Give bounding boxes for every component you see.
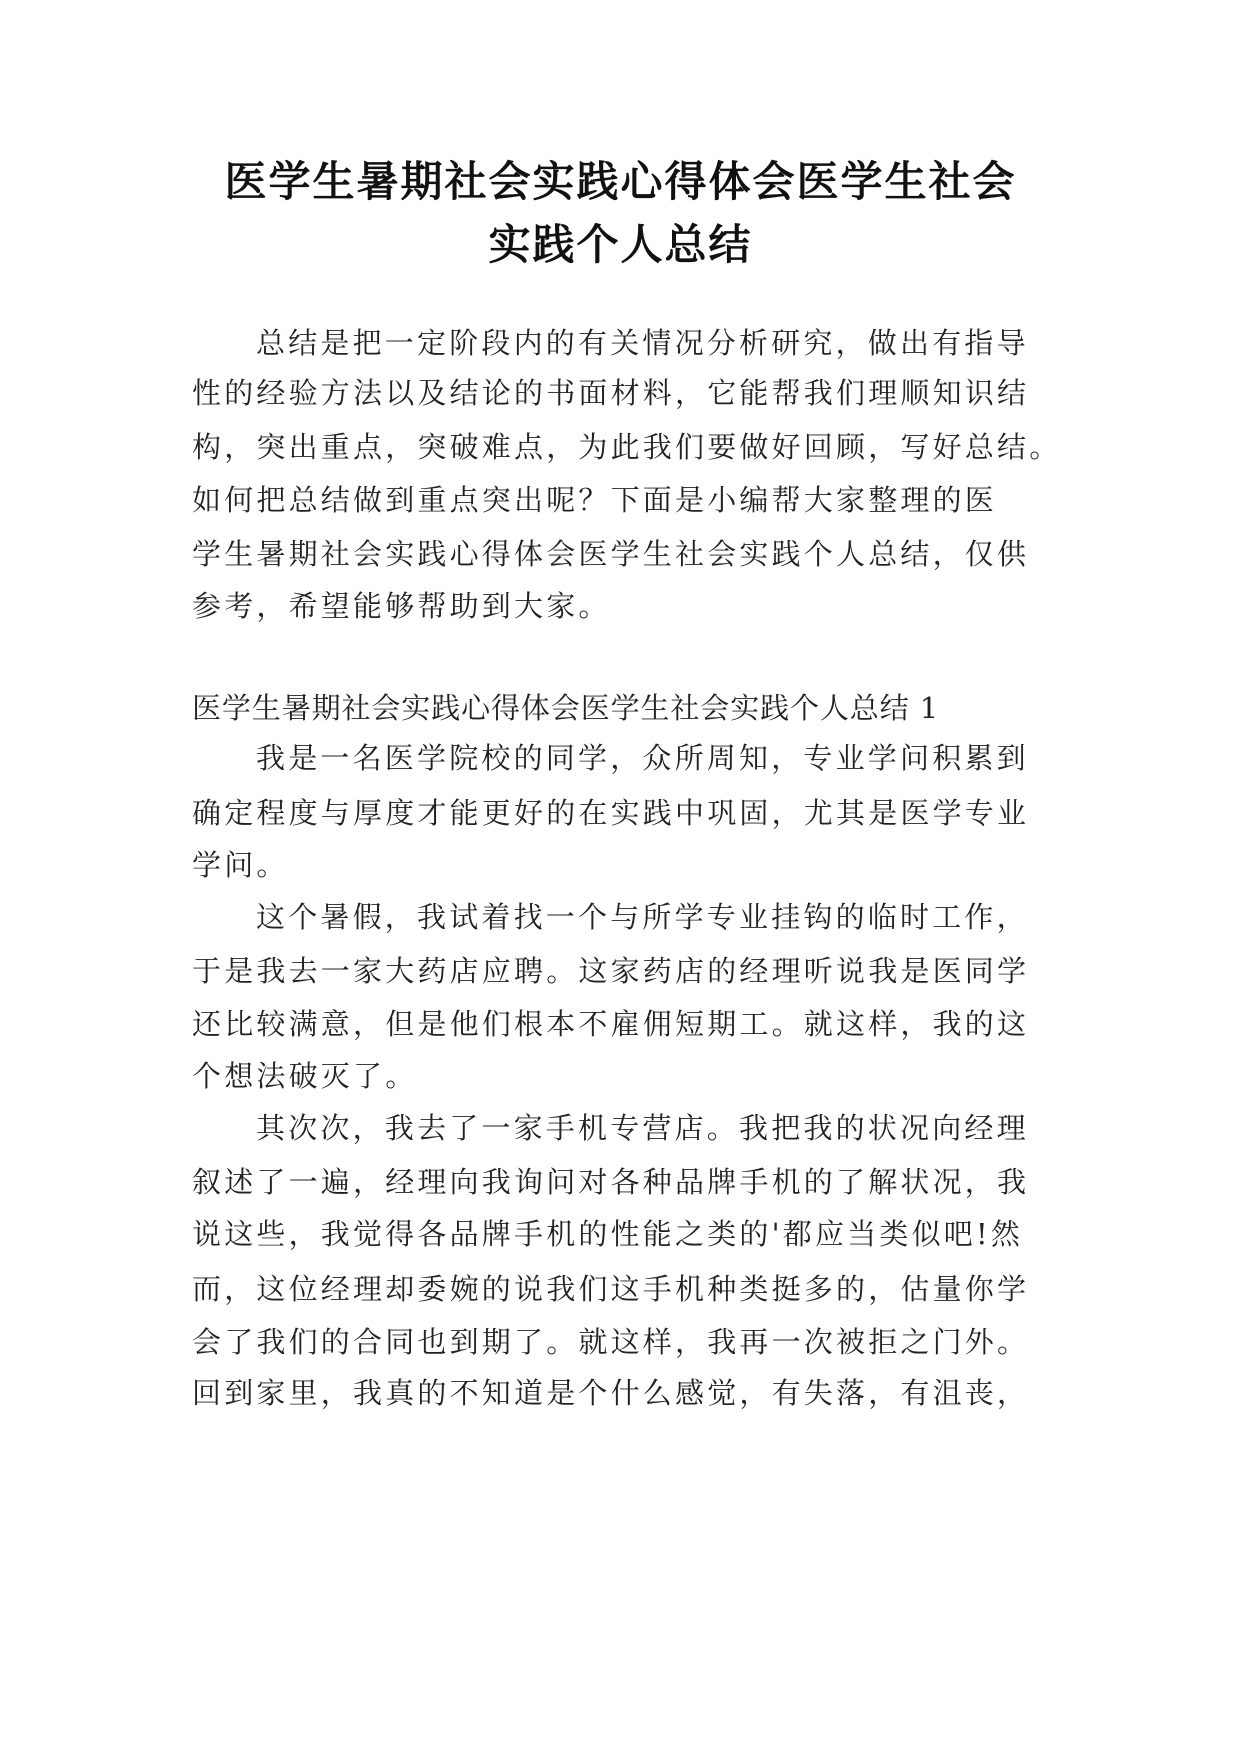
body-text-line: 还比较满意，但是他们根本不雇佣短期工。就这样，我的这 [192,1007,1030,1041]
document-title-line-2: 实践个人总结 [488,220,753,269]
intro-text-line: 如何把总结做到重点突出呢？下面是小编帮大家整理的医 [192,483,998,517]
document-title-line-1: 医学生暑期社会实践心得体会医学生社会 [224,157,1017,206]
body-text-line: 而，这位经理却委婉的说我们这手机种类挺多的，估量你学 [192,1272,1030,1306]
body-text-line: 回到家里，我真的不知道是个什么感觉，有失落，有沮丧， [192,1376,1030,1410]
body-text-line: 学问。 [192,848,289,882]
intro-text-line: 参考，希望能够帮助到大家。 [192,589,611,623]
body-text-line: 叙述了一遍，经理向我询问对各种品牌手机的了解状况，我 [192,1165,1030,1199]
body-text-line: 于是我去一家大药店应聘。这家药店的经理听说我是医同学 [192,954,1030,988]
intro-text-line: 总结是把一定阶段内的有关情况分析研究，做出有指导 [256,326,1029,360]
body-text-line: 会了我们的合同也到期了。就这样，我再一次被拒之门外。 [192,1325,1030,1359]
intro-text-line: 学生暑期社会实践心得体会医学生社会实践个人总结，仅供 [192,537,1030,571]
body-text-line: 这个暑假，我试着找一个与所学专业挂钩的临时工作， [256,900,1029,934]
intro-text-line: 性的经验方法以及结论的书面材料，它能帮我们理顺知识结 [192,376,1030,410]
body-text-line: 其次次，我去了一家手机专营店。我把我的状况向经理 [256,1111,1029,1145]
section-heading: 医学生暑期社会实践心得体会医学生社会实践个人总结 1 [192,691,940,725]
body-text-line: 个想法破灭了。 [192,1059,418,1093]
intro-text-line: 构，突出重点，突破难点，为此我们要做好回顾，写好总结。 [192,430,1062,464]
body-text-line: 确定程度与厚度才能更好的在实践中巩固，尤其是医学专业 [192,796,1030,830]
body-text-line: 说这些，我觉得各品牌手机的性能之类的'都应当类似吧!然 [192,1217,1024,1251]
body-text-line: 我是一名医学院校的同学，众所周知，专业学问积累到 [256,741,1029,775]
